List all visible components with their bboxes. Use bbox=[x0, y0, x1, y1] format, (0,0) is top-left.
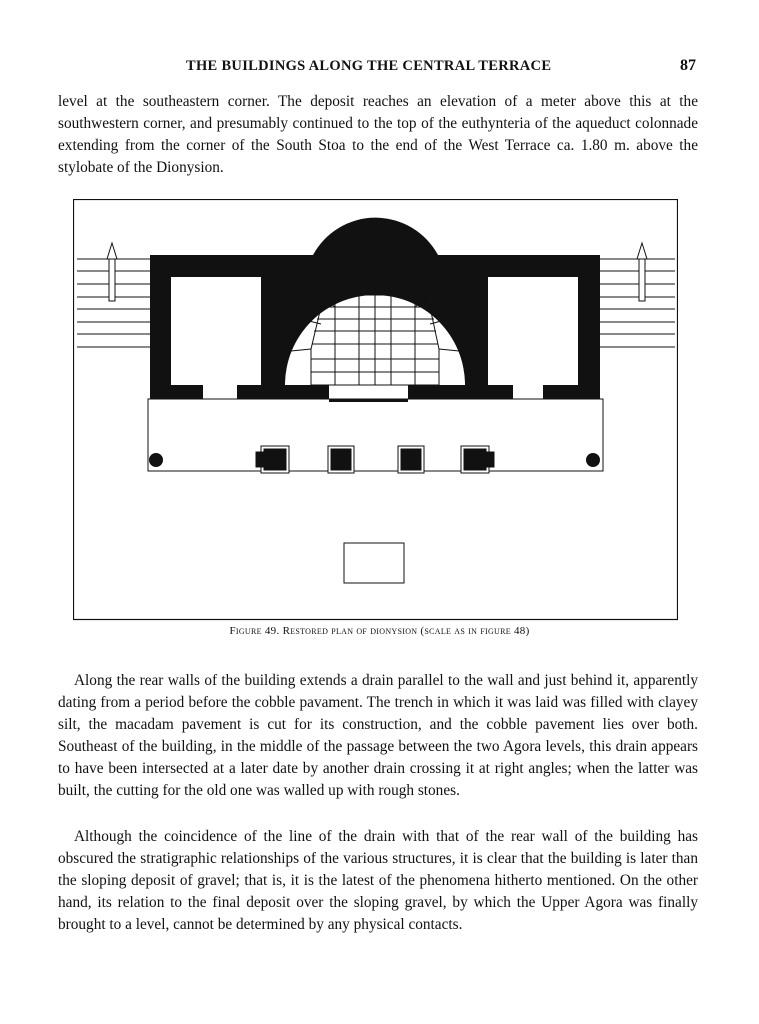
paragraph-3: Although the coincidence of the line of the drain with that of the rear wall of the building has obscured the stratigraphic relationships of the various structures, it is clear that the building is later than the sloping deposit of gravel; that is, it is the latest of the phenomena hitherto mentioned. On the other hand, its relation to the final deposit over the sloping gravel, by which the Upper Agora was finally brought to a level, cannot be determined by any physical contacts. bbox=[58, 828, 698, 933]
apse-cobble-grid bbox=[311, 295, 439, 385]
porch-stylobate bbox=[148, 399, 603, 471]
page-number: 87 bbox=[680, 57, 696, 74]
figure-caption bbox=[0, 625, 759, 637]
arrow-left-icon bbox=[107, 243, 117, 301]
pier-1 bbox=[256, 446, 289, 473]
figure-label: Figure 49. bbox=[229, 625, 280, 637]
running-header bbox=[60, 58, 700, 80]
arrow-right-icon bbox=[637, 243, 647, 301]
running-title: THE BUILDINGS ALONG THE CENTRAL TERRACE bbox=[186, 58, 552, 74]
porch-end-dot-left bbox=[149, 453, 163, 467]
porch-end-dot-right bbox=[586, 453, 600, 467]
paragraph-1: level at the southeastern corner. The deposit reaches an elevation of a meter above this at the southwestern corner, and presumably continued to the top of the euthynteria of the aqueduct colonnade extending from the corner of the South Stoa to the end of the West Terrace ca. 1.80 m. above the stylobate of the Dionysion. bbox=[58, 93, 698, 176]
altar bbox=[344, 543, 404, 583]
figure-caption-text: Restored plan of dionysion (scale as in figure 48) bbox=[282, 625, 530, 637]
pier-3 bbox=[398, 446, 424, 473]
paragraph-2: Along the rear walls of the building extends a drain parallel to the wall and just behind it, apparently dating from a period before the cobble pavament. The trench in which it was laid was filled with clayey silt, the macadam pavement is cut for its construction, and the cobble pavement lies over both. Southeast of the building, in the middle of the passage between the two Agora levels, this drain appears to have been intersected at a later date by another drain crossing it at right angles; when the latter was built, the cutting for the old one was walled up with rough stones. bbox=[58, 672, 698, 799]
dionysion-plan-figure bbox=[73, 199, 678, 621]
right-steps bbox=[600, 259, 675, 347]
pier-4 bbox=[461, 446, 494, 473]
pier-2 bbox=[328, 446, 354, 473]
